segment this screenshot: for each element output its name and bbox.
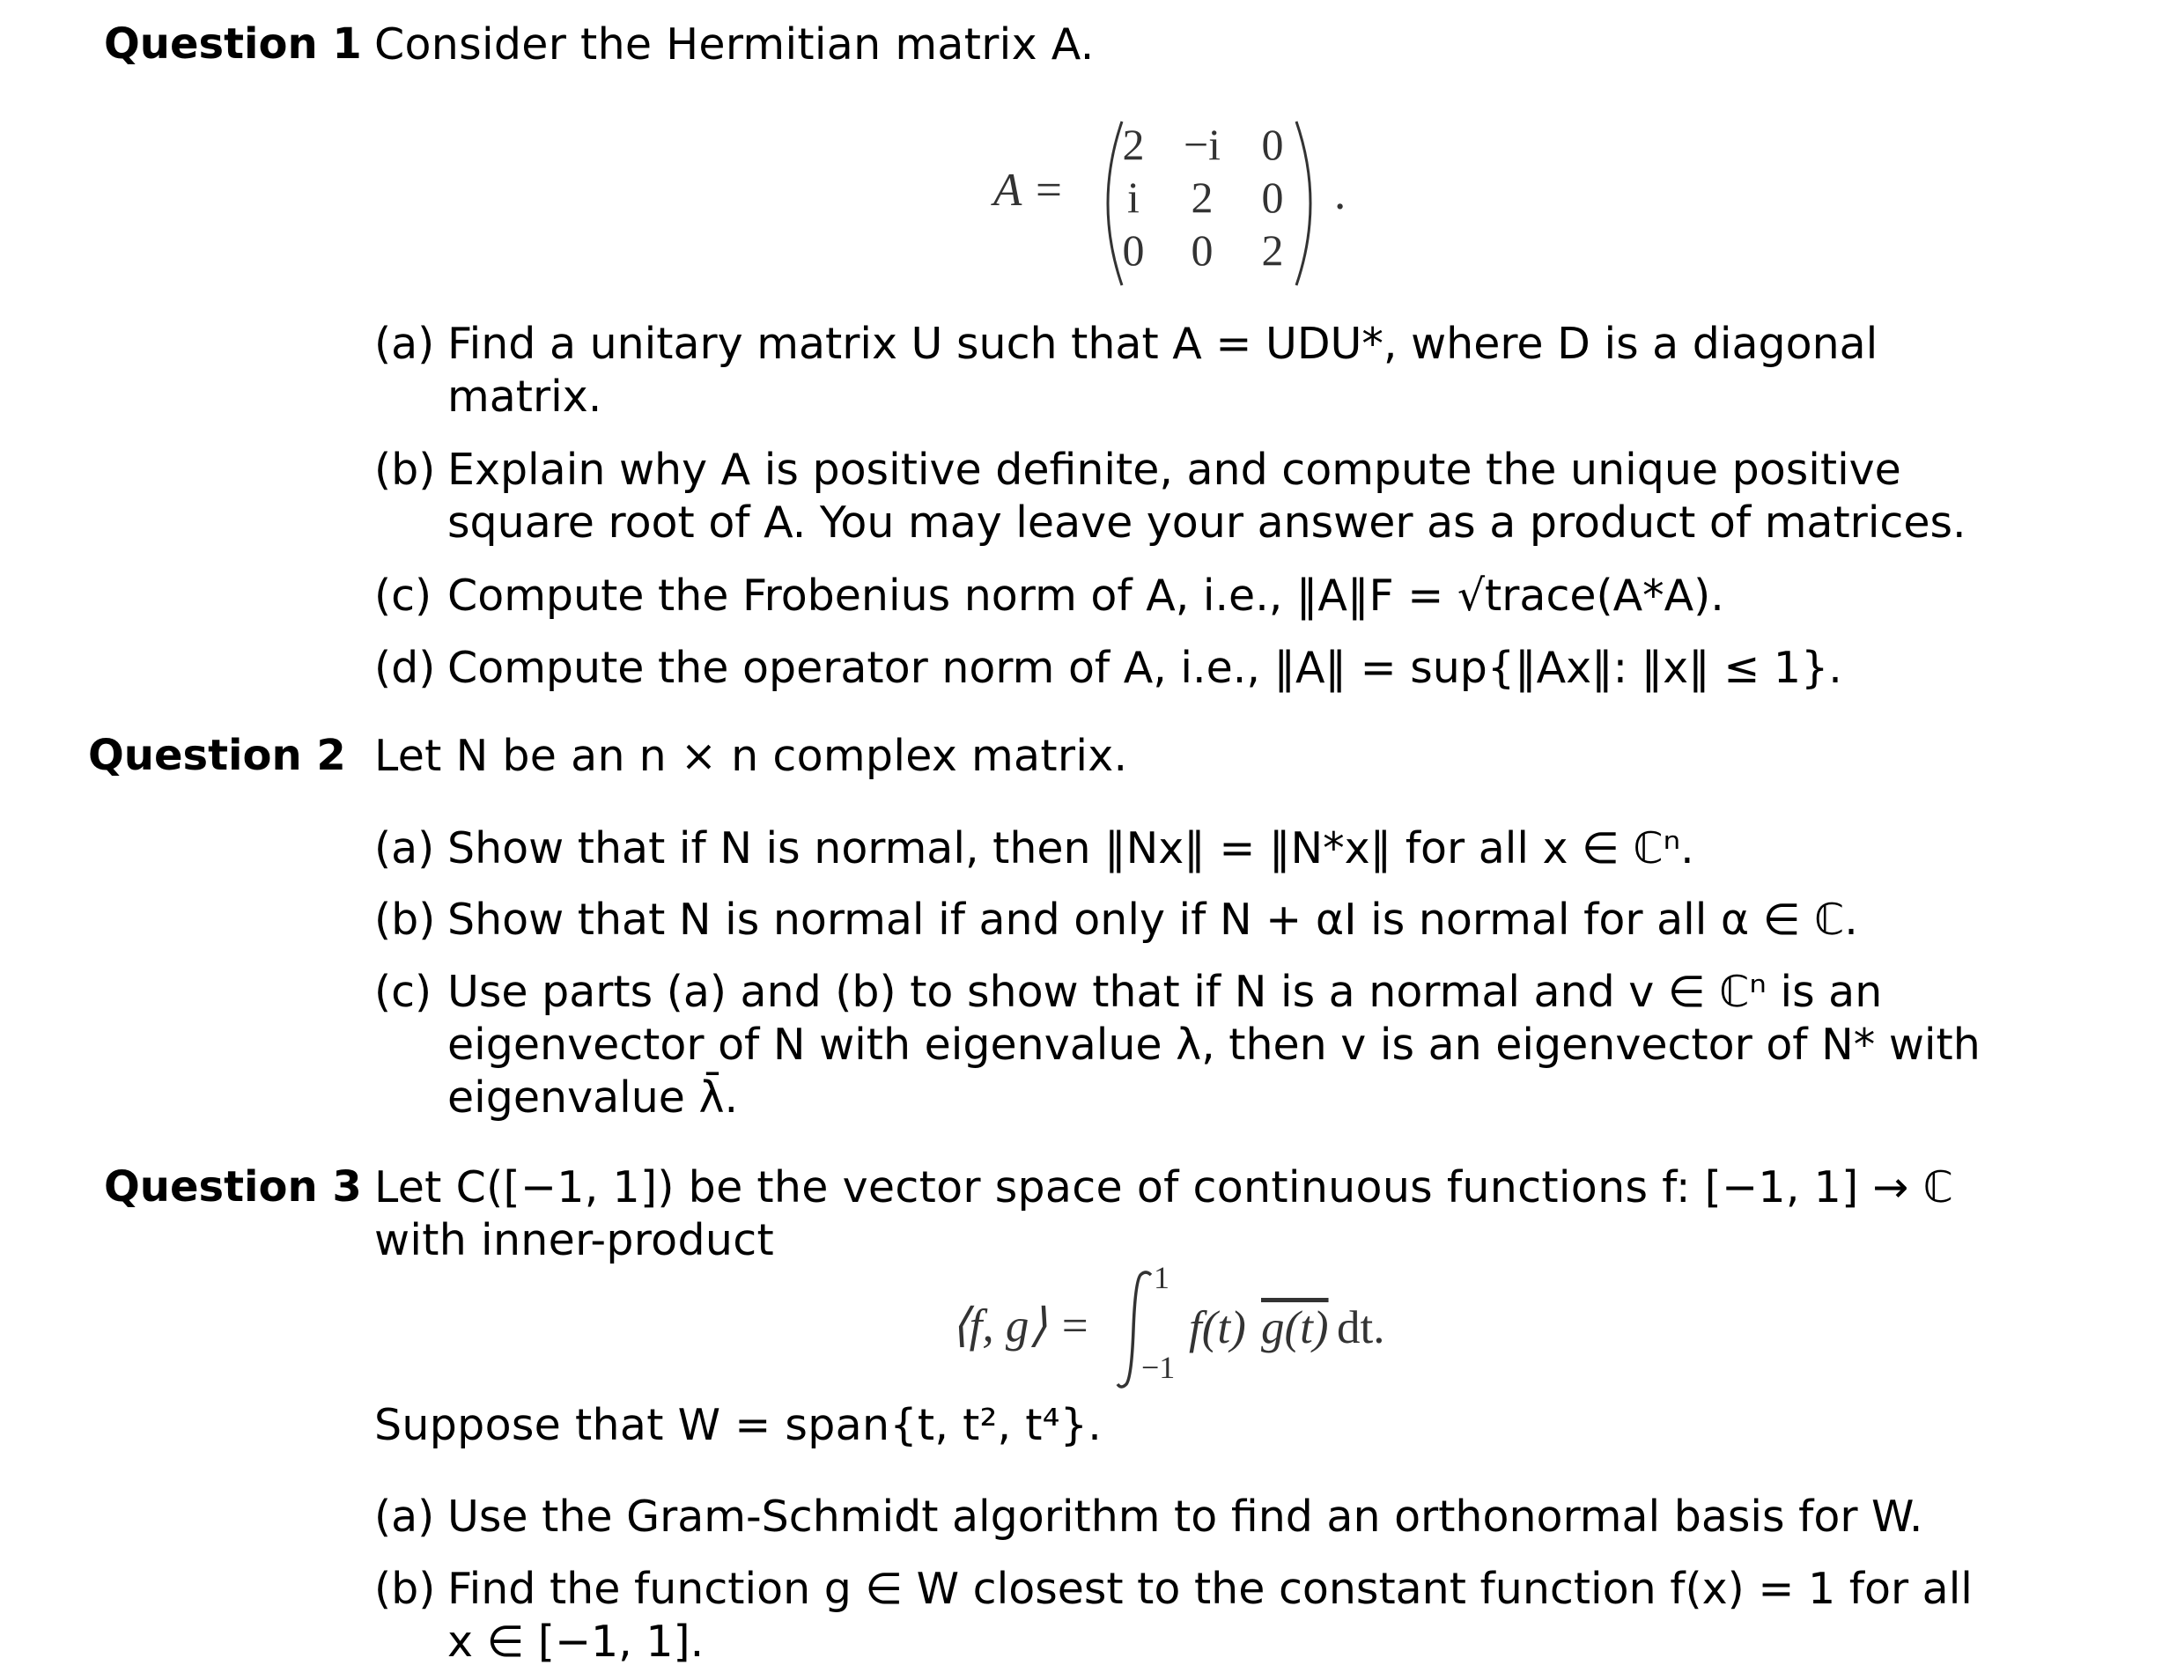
matrix-right-paren: [1291, 120, 1326, 287]
q1-part-c-label: (c): [374, 571, 432, 621]
question-3-intro-line-1: Let C([−1, 1]) be the vector space of continuous functions f: [−1, 1] → ℂ: [374, 1162, 1954, 1212]
q3-part-b-line-2: x ∈ [−1, 1].: [447, 1617, 705, 1667]
q1-part-b-label: (b): [374, 445, 436, 495]
integral-upper-limit: 1: [1154, 1260, 1169, 1295]
integrand-dt: dt.: [1337, 1302, 1385, 1353]
q3-part-a-line-1: Use the Gram-Schmidt algorithm to find an orthonormal basis for W.: [447, 1492, 1923, 1542]
matrix-lhs: A =: [993, 165, 1065, 216]
q1-part-d-line-1: Compute the operator norm of A, i.e., ‖A‖ = sup{‖Ax‖: ‖x‖ ≤ 1}.: [447, 643, 1842, 693]
q1-part-b-line-2: square root of A. You may leave your answer as a product of matrices.: [447, 497, 1966, 548]
matrix-cell-2-3: 0: [1261, 173, 1284, 222]
question-1-intro: Consider the Hermitian matrix A.: [374, 19, 1095, 70]
q2-part-c-label: (c): [374, 967, 432, 1017]
question-3-suppose: Suppose that W = span{t, t², t⁴}.: [374, 1400, 1103, 1450]
q1-part-a-label: (a): [374, 319, 435, 369]
matrix-end: .: [1334, 168, 1347, 219]
q2-part-c-line-3: eigenvalue λ̄.: [447, 1072, 739, 1123]
q3-part-a-label: (a): [374, 1492, 435, 1542]
q2-part-c-line-1: Use parts (a) and (b) to show that if N is a normal and v ∈ ℂⁿ is an: [447, 967, 1883, 1017]
matrix-cell-2-1: i: [1127, 173, 1140, 222]
integrand-g-conj: g(t): [1261, 1302, 1329, 1353]
question-2-heading: Question 2: [88, 731, 346, 780]
q1-part-a-line-2: matrix.: [447, 372, 602, 422]
q2-part-b-line-1: Show that N is normal if and only if N + αI is normal for all α ∈ ℂ.: [447, 895, 1858, 945]
q2-part-a-line-1: Show that if N is normal, then ‖Nx‖ = ‖N*x‖ for all x ∈ ℂⁿ.: [447, 823, 1694, 873]
q2-part-a-label: (a): [374, 823, 435, 873]
q1-part-a-line-1: Find a unitary matrix U such that A = UDU*, where D is a diagonal: [447, 319, 1878, 369]
question-3-heading: Question 3: [104, 1162, 362, 1212]
integral-lower-limit: −1: [1141, 1350, 1176, 1385]
q3-part-b-line-1: Find the function g ∈ W closest to the constant function f(x) = 1 for all: [447, 1564, 1973, 1614]
matrix-cell-3-3: 2: [1261, 225, 1284, 275]
q3-part-b-label: (b): [374, 1564, 436, 1614]
q1-part-b-line-1: Explain why A is positive definite, and compute the unique positive: [447, 445, 1901, 495]
q2-part-b-label: (b): [374, 895, 436, 945]
integrand-f: f(t): [1189, 1302, 1246, 1353]
matrix-cell-1-1: 2: [1122, 120, 1145, 169]
matrix-cell-1-3: 0: [1261, 120, 1284, 169]
inner-product-lhs: ⟨f, g⟩ =: [951, 1301, 1091, 1352]
matrix-cell-2-2: 2: [1191, 173, 1214, 222]
question-2-intro: Let N be an n × n complex matrix.: [374, 731, 1128, 781]
matrix-cell-1-2: −i: [1183, 120, 1221, 169]
q1-part-c-line-1: Compute the Frobenius norm of A, i.e., ‖A‖F = √trace(A*A).: [447, 571, 1724, 621]
matrix-cell-3-1: 0: [1122, 225, 1145, 275]
question-3-intro-line-2: with inner-product: [374, 1215, 774, 1265]
q1-part-d-label: (d): [374, 643, 436, 693]
matrix-cell-3-2: 0: [1191, 225, 1214, 275]
q2-part-c-line-2: eigenvector of N with eigenvalue λ, then v is an eigenvector of N* with: [447, 1020, 1981, 1070]
question-1-heading: Question 1: [104, 19, 362, 69]
